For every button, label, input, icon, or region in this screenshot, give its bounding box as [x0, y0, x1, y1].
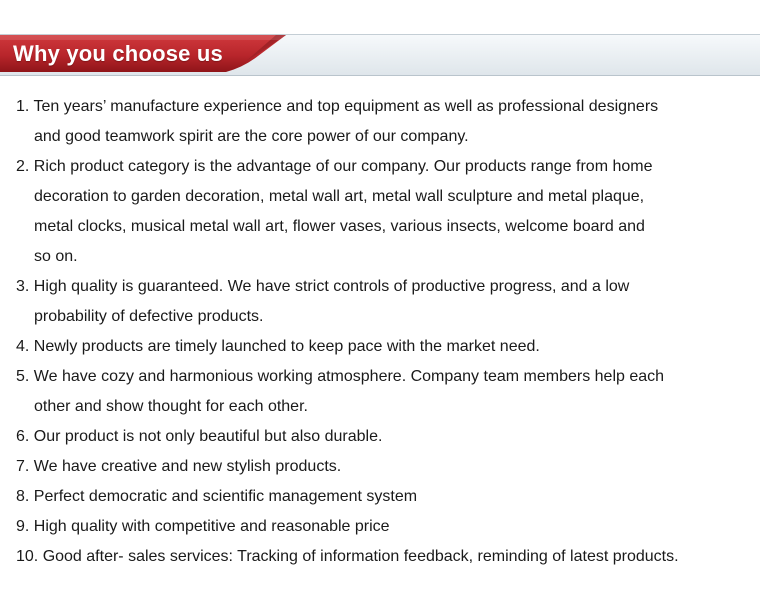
list-item-line: and good teamwork spirit are the core power of our company. — [34, 128, 469, 145]
section-header — [0, 34, 760, 76]
list-item-line: metal clocks, musical metal wall art, flower vases, various insects, welcome board and — [34, 218, 645, 235]
list-item — [16, 482, 756, 512]
list-item — [16, 362, 756, 422]
list-item-line: 4. Newly products are timely launched to keep pace with the market need. — [16, 338, 540, 355]
list-item-line: probability of defective products. — [34, 308, 264, 325]
list-item-line: 7. We have creative and new stylish products. — [16, 458, 342, 475]
list-item-line: decoration to garden decoration, metal wall art, metal wall sculpture and metal plaque, — [34, 188, 645, 205]
list-item-line: 10. Good after- sales services: Tracking of information feedback, reminding of latest products. — [16, 548, 679, 565]
reasons-list — [16, 92, 756, 572]
section-title: Why you choose us — [13, 41, 223, 66]
list-item — [16, 272, 756, 332]
list-item-line: 3. High quality is guaranteed. We have strict controls of productive progress, and a low — [16, 278, 630, 295]
list-item — [16, 422, 756, 452]
list-item-line: 5. We have cozy and harmonious working atmosphere. Company team members help each — [16, 368, 665, 385]
list-item-line: so on. — [34, 248, 78, 265]
list-item-line: 6. Our product is not only beautiful but also durable. — [16, 428, 383, 445]
list-item-line: other and show thought for each other. — [34, 398, 308, 415]
list-item — [16, 452, 756, 482]
list-item-line: 9. High quality with competitive and reasonable price — [16, 518, 390, 535]
list-item — [16, 332, 756, 362]
list-item-line: 1. Ten years’ manufacture experience and top equipment as well as professional designers — [16, 98, 659, 115]
list-item — [16, 152, 756, 272]
list-item — [16, 92, 756, 152]
list-item-line: 8. Perfect democratic and scientific management system — [16, 488, 418, 505]
list-item — [16, 512, 756, 542]
list-item — [16, 542, 756, 572]
list-item-line: 2. Rich product category is the advantage of our company. Our products range from home — [16, 158, 653, 175]
